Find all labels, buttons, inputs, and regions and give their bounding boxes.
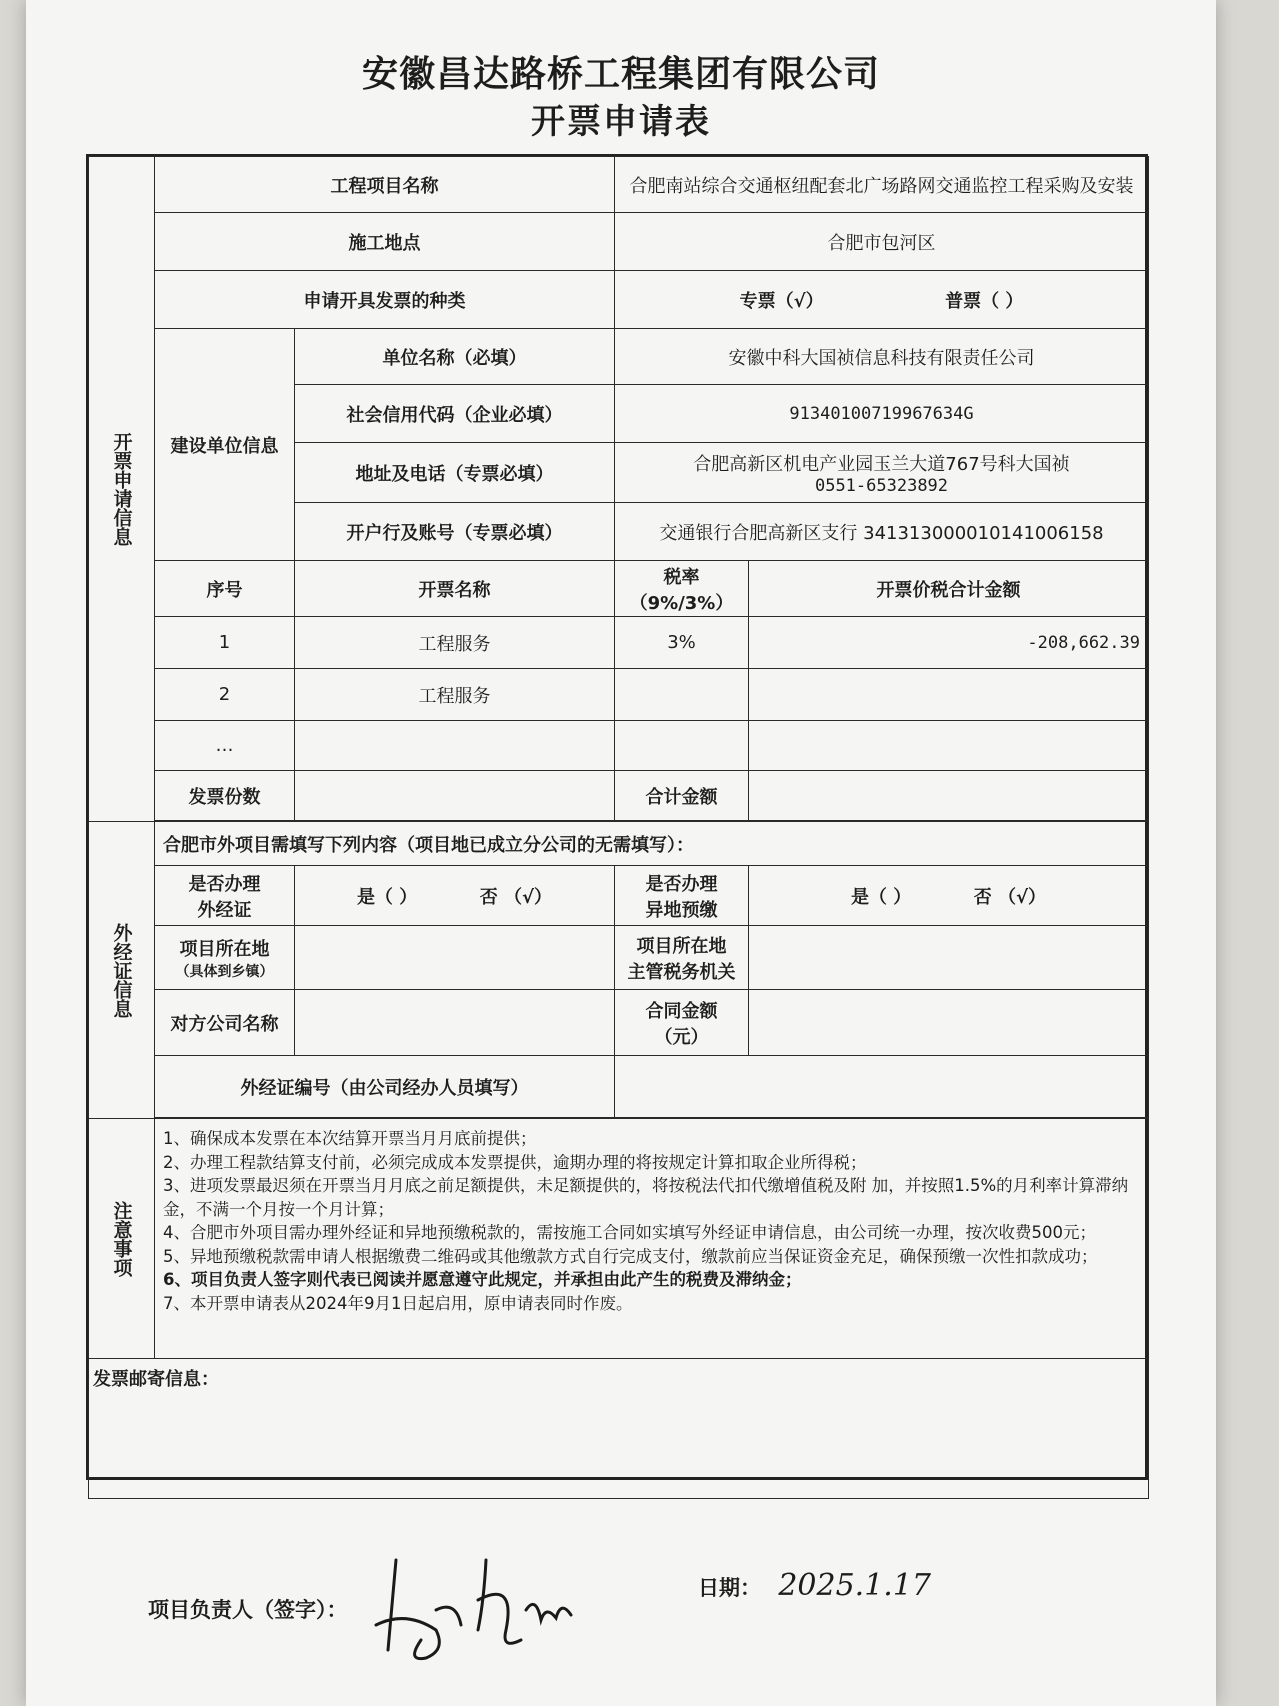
credit-code-value: 91340100719967634G [615, 385, 1149, 443]
items-header-amount: 开票价税合计金额 [749, 561, 1149, 617]
copies-label: 发票份数 [155, 771, 295, 821]
prepay-options [749, 866, 1149, 926]
note-line: 5、异地预缴税款需申请人根据缴费二维码或其他缴款方式自行完成支付，缴款前应当保证资金充足，确保预缴一次性扣款成功； [163, 1246, 1098, 1266]
row-name: 工程服务 [295, 617, 615, 669]
row-name: 工程服务 [295, 669, 615, 721]
row-rate: 3% [615, 617, 749, 669]
table-row [89, 617, 1149, 669]
signer-label: 项目负责人（签字）： [148, 1598, 348, 1622]
company-title: 安徽昌达路桥工程集团有限公司 [361, 54, 880, 95]
address-label: 地址及电话（专票必填） [295, 443, 615, 503]
items-header-name: 开票名称 [295, 561, 615, 617]
items-header-no: 序号 [155, 561, 295, 617]
location-label: 项目所在地 （具体到乡镇） [155, 926, 295, 990]
site-value: 合肥市包河区 [615, 213, 1149, 271]
date-label: 日期： [698, 1576, 761, 1600]
handwritten-signature [366, 1540, 626, 1670]
notes-list [155, 1119, 1149, 1359]
row-rate [615, 721, 749, 771]
external-intro: 合肥市外项目需填写下列内容（项目地已成立分公司的无需填写）： [155, 822, 1149, 866]
unit-name-value: 安徽中科大国祯信息科技有限责任公司 [615, 329, 1149, 385]
bank-label: 开户行及账号（专票必填） [295, 503, 615, 561]
invoice-section-label: 开票申请信息 [89, 157, 155, 822]
cert-no: 否 （√） [479, 886, 553, 908]
invoice-type-label: 申请开具发票的种类 [155, 271, 615, 329]
prepay-yes: 是（ ） [850, 886, 912, 908]
note-line: 7、本开票申请表从2024年9月1日起启用，原申请表同时作废。 [163, 1293, 633, 1313]
tax-office-value [749, 926, 1149, 990]
row-no: 2 [155, 669, 295, 721]
cert-options [295, 866, 615, 926]
counterparty-label: 对方公司名称 [155, 990, 295, 1056]
address-value [615, 443, 1149, 503]
contract-amount-value [749, 990, 1149, 1056]
contract-amount-label: 合同金额 （元） [615, 990, 749, 1056]
site-label: 施工地点 [155, 213, 615, 271]
counterparty-value [295, 990, 615, 1056]
prepay-no: 否 （√） [973, 886, 1047, 908]
cert-yes: 是（ ） [356, 886, 418, 908]
address-text: 合肥高新区机电产业园玉兰大道767号科大国祯 [693, 453, 1070, 475]
special-invoice-option: 专票（√） [739, 290, 824, 312]
row-amount: -208,662.39 [749, 617, 1149, 669]
table-row [89, 669, 1149, 721]
bank-value: 交通银行合肥高新区支行 341313000010141006158 [615, 503, 1149, 561]
mailing-info: 发票邮寄信息： [89, 1359, 1149, 1499]
note-line: 2、办理工程款结算支付前，必须完成成本发票提供，逾期办理的将按规定计算扣取企业所得税； [163, 1152, 867, 1172]
project-name-value: 合肥南站综合交通枢纽配套北广场路网交通监控工程采购及安装 [615, 157, 1149, 213]
prepay-label: 是否办理 异地预缴 [615, 866, 749, 926]
external-section-label: 外经证信息 [89, 822, 155, 1119]
note-line: 1、确保成本发票在本次结算开票当月月底前提供； [163, 1129, 537, 1148]
note-line: 4、合肥市外项目需办理外经证和异地预缴税款的，需按施工合同如实填写外经证申请信息，由公司统一办理，按次收费500元； [163, 1223, 1096, 1242]
invoice-form-table [88, 156, 1149, 1499]
copies-value [295, 771, 615, 821]
row-amount [749, 721, 1149, 771]
credit-code-label: 社会信用代码（企业必填） [295, 385, 615, 443]
tax-office-label: 项目所在地 主管税务机关 [615, 926, 749, 990]
notes-section-label: 注意事项 [89, 1119, 155, 1359]
row-amount [749, 669, 1149, 721]
table-row [89, 721, 1149, 771]
form-paper [26, 0, 1216, 1706]
total-value [749, 771, 1149, 821]
cert-number-value [615, 1056, 1149, 1118]
normal-invoice-option: 普票（ ） [945, 290, 1024, 312]
row-rate [615, 669, 749, 721]
unit-name-label: 单位名称（必填） [295, 329, 615, 385]
note-line: 6、项目负责人签字则代表已阅读并愿意遵守此规定，并承担由此产生的税费及滞纳金； [163, 1270, 802, 1289]
total-label: 合计金额 [615, 771, 749, 821]
date-area [698, 1568, 931, 1603]
project-name-label: 工程项目名称 [155, 157, 615, 213]
cert-number-label: 外经证编号（由公司经办人员填写） [155, 1056, 615, 1118]
form-title: 开票申请表 [531, 102, 711, 142]
items-header-rate: 税率（9%/3%） [615, 561, 749, 617]
row-name [295, 721, 615, 771]
builder-info-label: 建设单位信息 [155, 329, 295, 561]
phone-text: 0551-65323892 [814, 475, 949, 496]
location-value [295, 926, 615, 990]
date-handwritten: 2025.1.17 [778, 1568, 931, 1603]
invoice-type-options [615, 271, 1149, 329]
cert-label: 是否办理 外经证 [155, 866, 295, 926]
row-no: … [155, 721, 295, 771]
row-no: 1 [155, 617, 295, 669]
note-line: 3、进项发票最迟须在开票当月月底之前足额提供，未足额提供的，将按税法代扣代缴增值税及附 加，并按照1.5%的月利率计算滞纳金，不满一个月按一个月计算； [163, 1176, 1129, 1219]
